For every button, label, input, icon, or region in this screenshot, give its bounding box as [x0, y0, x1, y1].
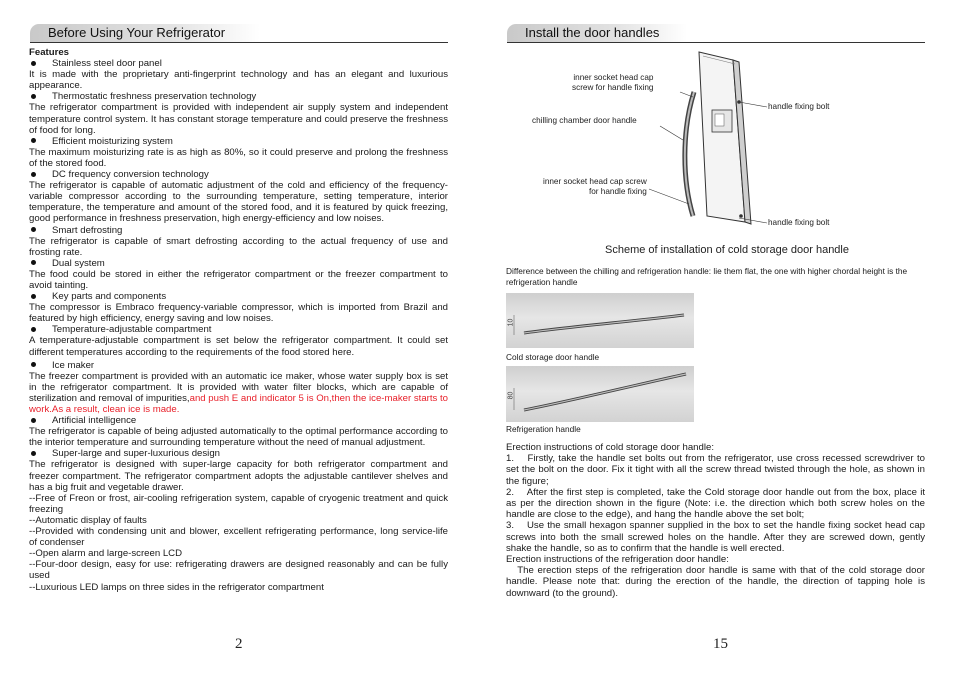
bullet-description: The refrigerator is capable of smart defrosting according to the actual frequency of use and frosting rate. [29, 235, 448, 258]
bullet-description: The refrigerator is capable of being adjusted automatically to the optimal performance according to the interior temperature and surrounding temperature without the need of manual adjustment. [29, 426, 448, 449]
erection-instructions [506, 442, 925, 599]
section-header [30, 24, 448, 43]
bullet-dot-icon [31, 362, 36, 367]
bullet-dot-icon [31, 138, 36, 143]
bullet-item: Super-large and super-luxurious design [29, 448, 448, 459]
bullet-item: Dual system [29, 258, 448, 269]
bolt-top-icon [737, 100, 741, 104]
feature-line: --Open alarm and large-screen LCD [29, 548, 183, 560]
label-top-screw: inner socket head cap screw for handle fixing [572, 73, 654, 92]
bullet-description: It is made with the proprietary anti-fingerprint technology and has an elegant and luxurious appearance. [29, 69, 448, 92]
instruction-step: The erection steps of the refrigeration door handle is same with that of the cold storage door handle. Please note that: during the erection of the handle, the direction of tapping hole is downward (to the ground). [506, 565, 925, 599]
page-title: Install the door handles [525, 25, 660, 40]
bullet-dot-icon [31, 327, 36, 332]
instruction-heading: Erection instructions of cold storage door handle: [506, 442, 714, 453]
bullet-item: Key parts and components [29, 291, 448, 302]
scheme-caption: Scheme of installation of cold storage door handle [605, 244, 849, 256]
refrigeration-handle-caption: Refrigeration handle [506, 424, 581, 434]
bullet-description: The refrigerator is capable of automatic adjustment of the cold and efficiency of the frequency-variable compressor according to the surrounding temperature, setting temperature, interior temperature, the temperature and amount of the stored food, and it is featured by quick freezing, good performance in freshness preservation, high energy-efficiency and low noises. [29, 180, 448, 225]
bullet-dot-icon [31, 451, 36, 456]
bullet-item: Smart defrosting [29, 225, 448, 236]
bullet-description: The refrigerator is designed with super-large capacity for both refrigerator compartment and freezer compartment. The refrigerator compartment adopts the adjustable cantilever shelves and has a big fruit and vegetable drawer. [29, 459, 448, 493]
instruction-heading: Erection instructions of the refrigeration door handle: [506, 554, 729, 566]
bullet-dot-icon [31, 61, 36, 66]
instruction-step: 1. Firstly, take the handle set bolts out from the refrigerator, use cross recessed screwdriver to set the bolt on the door. Fix it tight with all the screw thread twisted through the hole, as shown in the figure; [506, 453, 925, 487]
door-diagram-svg [477, 40, 954, 250]
cold-handle-image [506, 293, 694, 348]
bullet-description: The maximum moisturizing rate is as high as 80%, so it could preserve and prolong the freshness of the stored food. [29, 146, 448, 169]
features-heading: Features [29, 47, 69, 58]
warning-text: and push E and indicator 5 is On,then the ice-maker starts to work.As a result, clean ice is made. [29, 392, 448, 415]
bullet-item: Efficient moisturizing system [29, 136, 448, 147]
bullet-item: Ice maker [29, 360, 448, 371]
bullet-dot-icon [31, 172, 36, 177]
feature-line: --Automatic display of faults [29, 514, 147, 526]
bullet-description: The compressor is Embraco frequency-variable compressor, which is imported from Brazil and featured by high efficiency, energy saving and low noises. [29, 302, 448, 325]
bolt-bottom-icon [739, 214, 743, 218]
label-bolt-top: handle fixing bolt [768, 102, 830, 111]
bullet-item: DC frequency conversion technology [29, 169, 448, 180]
features-text [29, 47, 448, 593]
right-page [477, 0, 954, 675]
refrigeration-handle-image [506, 366, 694, 422]
bullet-dot-icon [31, 294, 36, 299]
page-title: Before Using Your Refrigerator [48, 25, 226, 40]
instruction-step: 2. After the first step is completed, take the Cold storage door handle out from the box, place it as per the direction shown in the figure (Note: i.e. the direction which both screw holes on the handle are close to the edge), and hang the handle above the set bolt; [506, 486, 925, 521]
bullet-dot-icon [31, 260, 36, 265]
bullet-item: Temperature-adjustable compartment [29, 324, 448, 335]
cold-dimension: 10 [507, 318, 515, 327]
bullet-description: The refrigerator compartment is provided with independent air supply system and independent temperature control system. It has constant storage temperature and could preserve the freshness of food for long. [29, 102, 448, 136]
bullet-item: Artificial intelligence [29, 415, 448, 426]
cold-handle-caption: Cold storage door handle [506, 352, 600, 362]
page-number: 15 [713, 636, 728, 652]
bullet-description: A temperature-adjustable compartment is set below the refrigerator compartment. It could set different temperatures according to the requirements of the food stored here. [29, 335, 448, 358]
label-bolt-bottom: handle fixing bolt [768, 218, 830, 227]
difference-note: Difference between the chilling and refrigeration handle: lie them flat, the one with higher chordal height is the refrigeration handle [506, 266, 908, 287]
feature-line: --Four-door design, easy for use: refrigerating drawers are designed reasonably and can be fully used [29, 559, 448, 582]
refrigeration-dimension: 80 [507, 391, 515, 400]
feature-line: --Provided with condensing unit and blower, excellent refrigerating performance, long service-life of condenser [29, 526, 448, 549]
bullet-dot-icon [31, 418, 36, 423]
bullet-item: Thermostatic freshness preservation technology [29, 91, 448, 102]
bullet-item: Stainless steel door panel [29, 58, 448, 69]
label-handle: chilling chamber door handle [532, 116, 637, 125]
bullet-dot-icon [31, 227, 36, 232]
door-handle-diagram [477, 40, 954, 250]
bullet-dot-icon [31, 94, 36, 99]
instruction-step: 3. Use the small hexagon spanner supplied in the box to set the handle fixing socket head cap screws into both the small screwed holes on the handle. After they are screwed down, gently shake the handle, so as to confirm that the handle is well erected. [506, 520, 925, 554]
feature-line: --Free of Freon or frost, air-cooling refrigeration system, capable of cryogenic treatment and quick freezing [29, 492, 448, 515]
feature-line: --Luxurious LED lamps on three sides in the refrigerator compartment [29, 581, 324, 593]
bullet-description: The freezer compartment is provided with an automatic ice maker, whose water supply box is set in the refrigerator compartment. It is provided with water filter blocks, which are capable of sterilization and removal of impurities,and push E and indicator 5 is On,then the ice-maker starts to work.As a result, clean ice is made. [29, 370, 448, 415]
page-number: 2 [235, 636, 243, 652]
bullet-description: The food could be stored in either the refrigerator compartment or the freezer compartment to avoid tainting. [29, 268, 448, 291]
label-bottom-screw: inner socket head cap screw for handle fixing [543, 177, 647, 196]
